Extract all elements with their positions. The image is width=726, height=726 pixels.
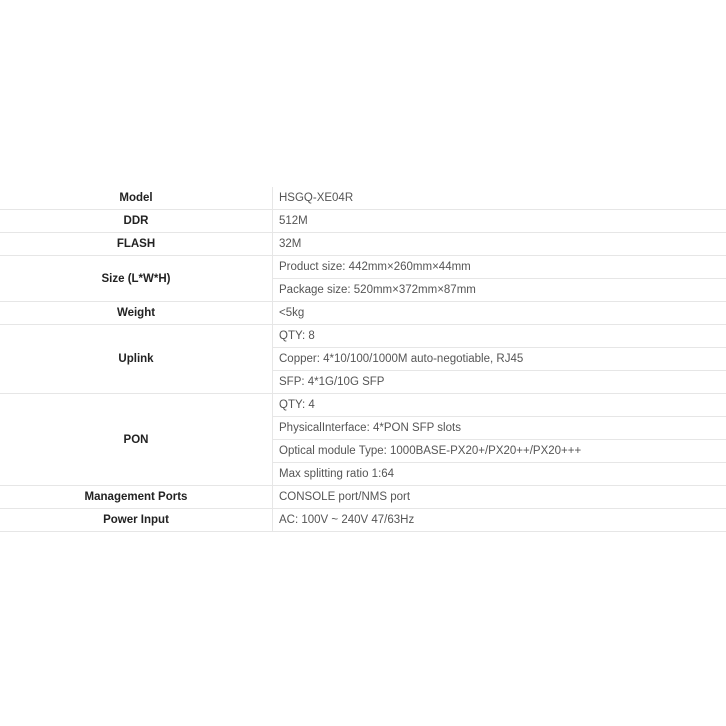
spec-row <box>0 187 726 210</box>
spec-value: QTY: 8 <box>273 325 726 348</box>
spec-row <box>0 302 726 325</box>
spec-value: 512M <box>273 210 726 233</box>
spec-value: AC: 100V ~ 240V 47/63Hz <box>273 509 726 532</box>
spec-row <box>0 394 726 417</box>
spec-label: Weight <box>0 302 273 325</box>
spec-value: CONSOLE port/NMS port <box>273 486 726 509</box>
spec-value: <5kg <box>273 302 726 325</box>
spec-label: Power Input <box>0 509 273 532</box>
spec-table-body <box>0 187 726 532</box>
spec-label: FLASH <box>0 233 273 256</box>
spec-label: PON <box>0 394 273 486</box>
spec-value: QTY: 4 <box>273 394 726 417</box>
spec-label: Management Ports <box>0 486 273 509</box>
spec-value: PhysicalInterface: 4*PON SFP slots <box>273 417 726 440</box>
spec-value: 32M <box>273 233 726 256</box>
spec-value: Package size: 520mm×372mm×87mm <box>273 279 726 302</box>
spec-label: Uplink <box>0 325 273 394</box>
spec-value: Optical module Type: 1000BASE-PX20+/PX20++/PX20+++ <box>273 440 726 463</box>
spec-row <box>0 256 726 279</box>
spec-row <box>0 233 726 256</box>
spec-label: Size (L*W*H) <box>0 256 273 302</box>
spec-row <box>0 509 726 532</box>
spec-label: DDR <box>0 210 273 233</box>
spec-row <box>0 210 726 233</box>
spec-row <box>0 325 726 348</box>
spec-row <box>0 486 726 509</box>
spec-label: Model <box>0 187 273 210</box>
spec-value: Product size: 442mm×260mm×44mm <box>273 256 726 279</box>
spec-value: Copper: 4*10/100/1000M auto-negotiable, RJ45 <box>273 348 726 371</box>
spec-value: Max splitting ratio 1:64 <box>273 463 726 486</box>
spec-value: SFP: 4*1G/10G SFP <box>273 371 726 394</box>
spec-table <box>0 187 726 532</box>
spec-value: HSGQ-XE04R <box>273 187 726 210</box>
